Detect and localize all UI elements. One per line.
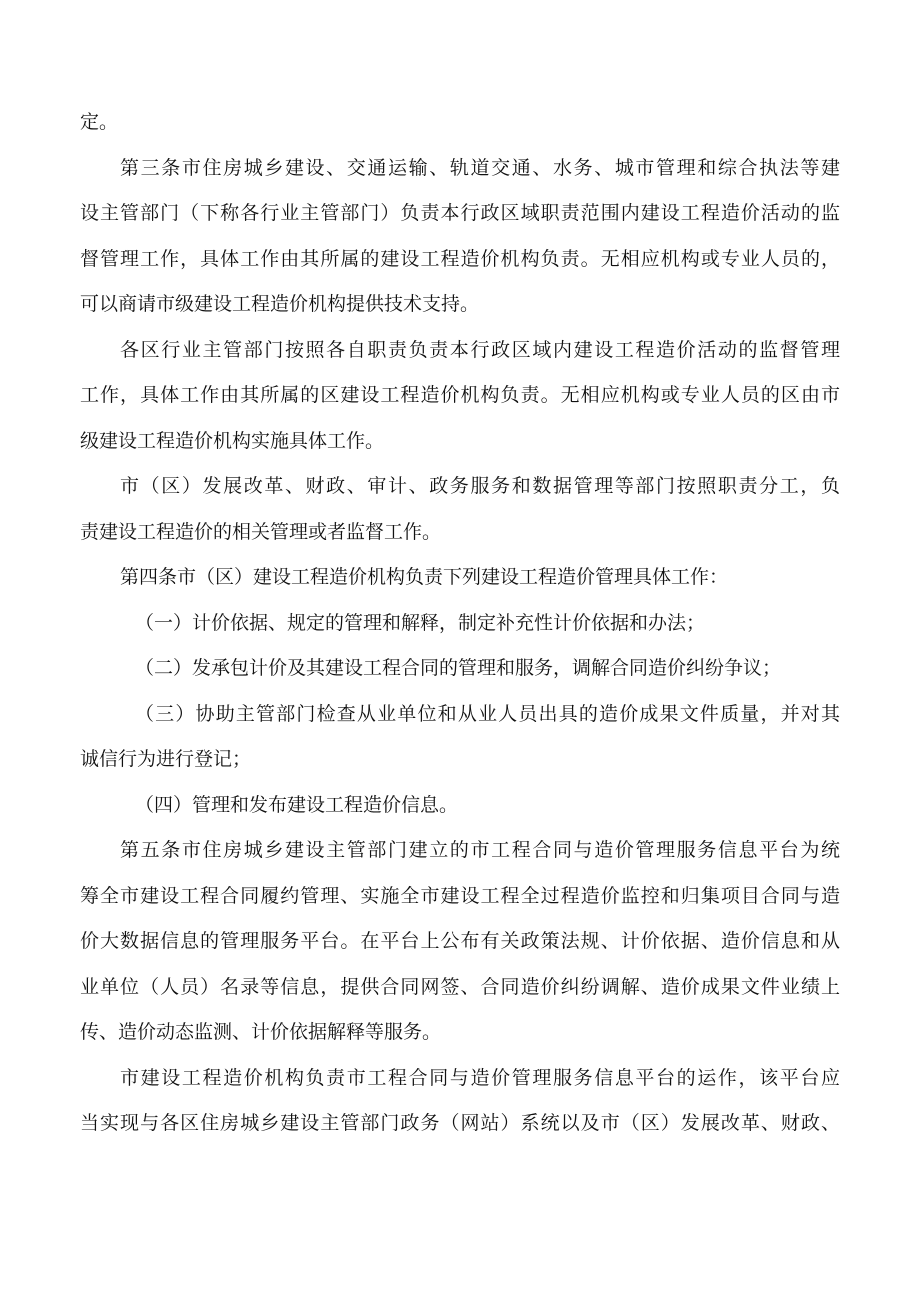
list-item-1: （一）计价依据、规定的管理和解释，制定补充性计价依据和办法； xyxy=(135,611,706,634)
text-line: 诚信行为进行登记； xyxy=(80,748,252,770)
article-3-line: 第三条市住房城乡建设、交通运输、轨道交通、水务、城市管理和综合执法等建 xyxy=(120,156,840,179)
text-line: 可以商请市级建设工程造价机构提供技术支持。 xyxy=(80,293,480,315)
list-item-4: （四）管理和发布建设工程造价信息。 xyxy=(135,793,459,816)
text-line: 定。 xyxy=(80,111,119,133)
list-item-2: （二）发承包计价及其建设工程合同的管理和服务，调解合同造价纠纷争议； xyxy=(135,657,782,679)
text-line: 级建设工程造价机构实施具体工作。 xyxy=(80,429,385,452)
text-line: 筹全市建设工程合同履约管理、实施全市建设工程全过程造价监控和归集项目合同与造 xyxy=(80,884,840,907)
text-line: 业单位（人员）名录等信息，提供合同网签、合同造价纠纷调解、造价成果文件业绩上 xyxy=(80,975,840,998)
text-line: 价大数据信息的管理服务平台。在平台上公布有关政策法规、计价依据、造价信息和从 xyxy=(80,930,840,952)
article-4-line: 第四条市（区）建设工程造价机构负责下列建设工程造价管理具体工作： xyxy=(120,566,729,588)
text-line: 当实现与各区住房城乡建设主管部门政务（网站）系统以及市（区）发展改革、财政、 xyxy=(80,1112,840,1134)
article-5-line: 第五条市住房城乡建设主管部门建立的市工程合同与造价管理服务信息平台为统 xyxy=(120,839,840,861)
text-line: 工作，具体工作由其所属的区建设工程造价机构负责。无相应机构或专业人员的区由市 xyxy=(80,384,840,406)
text-line: 传、造价动态监测、计价依据解释等服务。 xyxy=(80,1021,442,1043)
text-line: 责建设工程造价的相关管理或者监督工作。 xyxy=(80,520,442,543)
paragraph-line: 各区行业主管部门按照各自职责负责本行政区域内建设工程造价活动的监督管理 xyxy=(120,338,840,361)
document-page xyxy=(80,100,840,1147)
paragraph-line: 市建设工程造价机构负责市工程合同与造价管理服务信息平台的运作，该平台应 xyxy=(120,1066,840,1089)
text-line: 设主管部门（下称各行业主管部门）负责本行政区域职责范围内建设工程造价活动的监 xyxy=(80,202,840,224)
list-item-3: （三）协助主管部门检查从业单位和从业人员出具的造价成果文件质量，并对其 xyxy=(135,702,840,725)
paragraph-line: 市（区）发展改革、财政、审计、政务服务和数据管理等部门按照职责分工，负 xyxy=(120,475,840,497)
text-line: 督管理工作，具体工作由其所属的建设工程造价机构负责。无相应机构或专业人员的， xyxy=(80,247,840,270)
